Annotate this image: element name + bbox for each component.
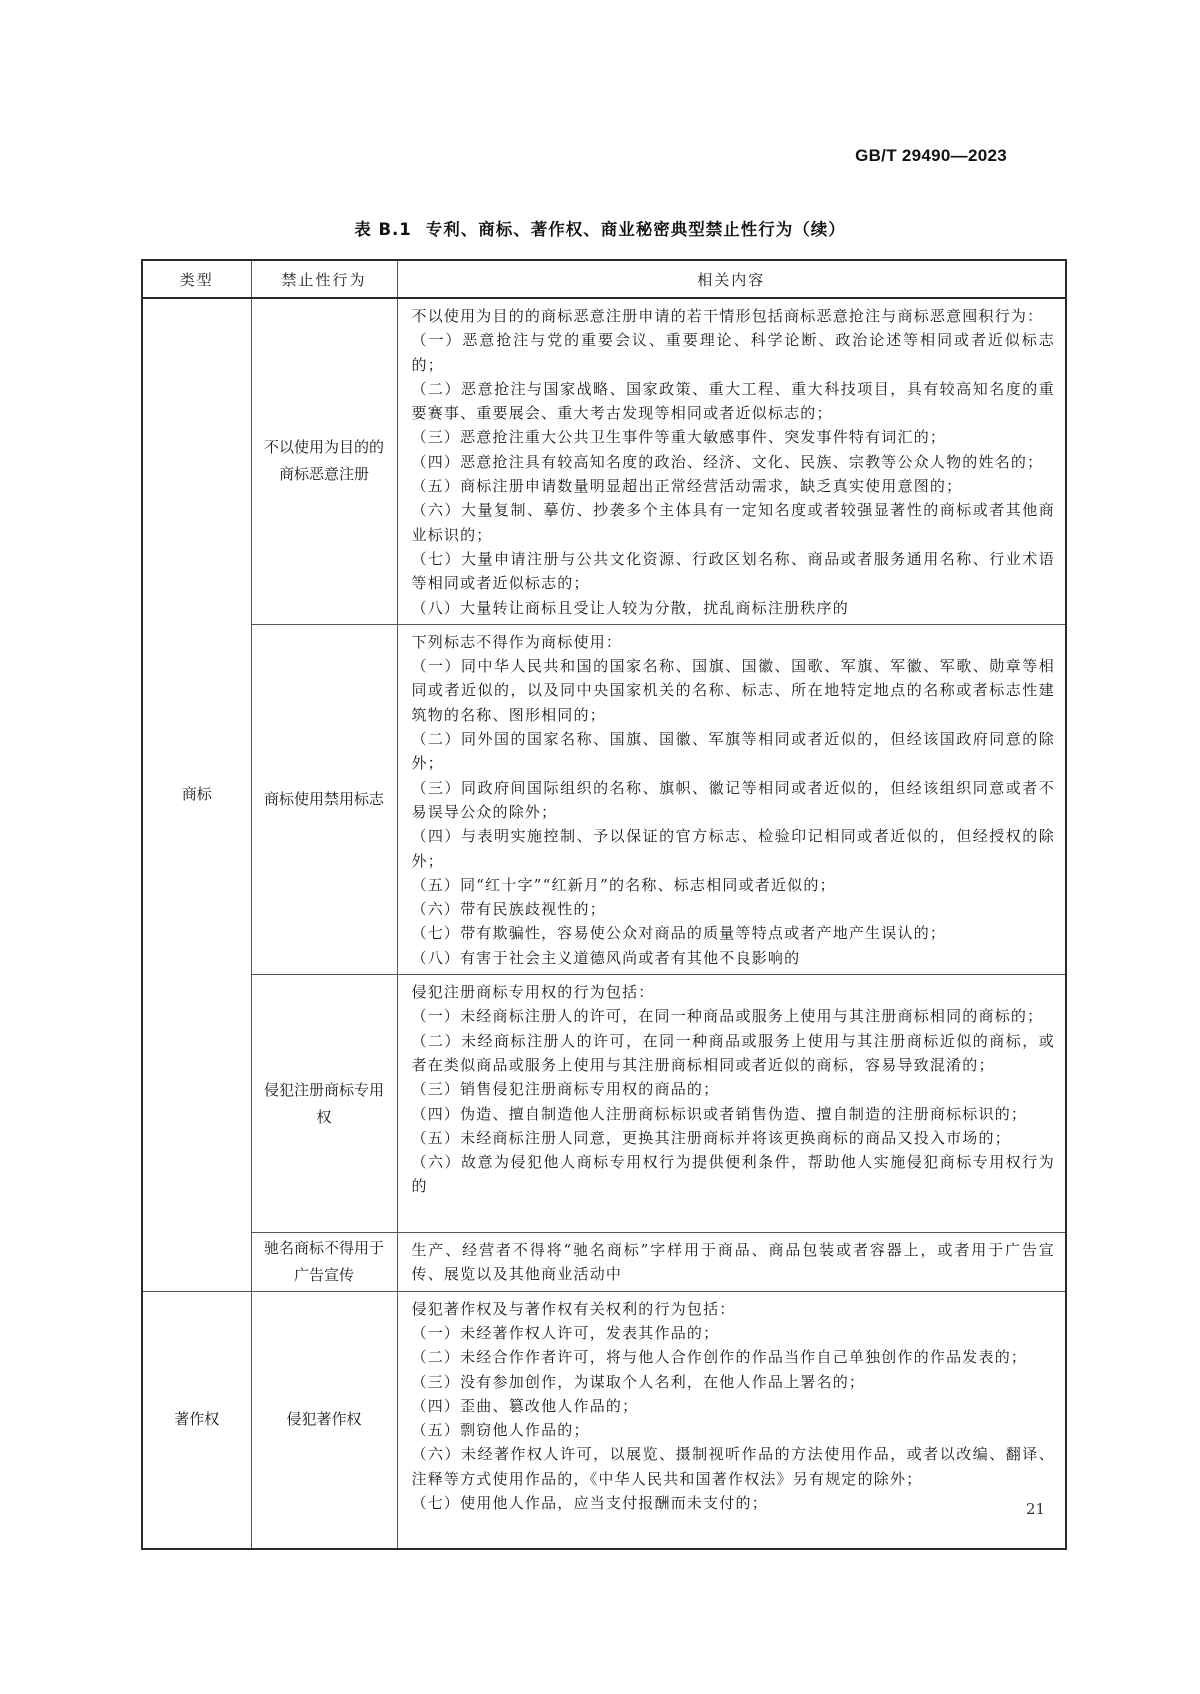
- content-cell: [397, 1291, 1066, 1549]
- content-line: （四）恶意抢注具有较高知名度的政治、经济、文化、民族、宗教等公众人物的姓名的；: [411, 452, 1044, 471]
- content-line: （四）歪曲、篡改他人作品的；: [411, 1396, 639, 1415]
- content-line: （一）未经著作权人许可，发表其作品的；: [411, 1323, 720, 1342]
- column-header-content: 相关内容: [397, 260, 1066, 298]
- content-line: （二）未经合作作者许可，将与他人合作创作的作品当作自己单独创作的作品发表的；: [411, 1348, 1028, 1367]
- table-row: [142, 1233, 1066, 1292]
- content-line: （六）故意为侵犯他人商标专用权行为提供便利条件，帮助他人实施侵犯商标专用权行为的: [411, 1153, 1055, 1196]
- content-line: （五）剽窃他人作品的；: [411, 1421, 590, 1440]
- content-line: 侵犯注册商标专用权的行为包括：: [411, 983, 655, 1002]
- content-line: （六）带有民族歧视性的；: [411, 900, 606, 919]
- content-line: （二）同外国的国家名称、国旗、国徽、军旗等相同或者近似的，但经该国政府同意的除外；: [411, 730, 1055, 773]
- behavior-cell: 不以使用为目的的商标恶意注册: [251, 298, 397, 624]
- content-cell: [397, 1233, 1066, 1292]
- content-line: （一）未经商标注册人的许可，在同一种商品或服务上使用与其注册商标相同的商标的；: [411, 1007, 1044, 1026]
- standard-id: GB/T 29490—2023: [855, 146, 1007, 165]
- behavior-cell: 侵犯著作权: [251, 1291, 397, 1549]
- content-line: （七）使用他人作品，应当支付报酬而未支付的；: [411, 1493, 768, 1512]
- content-line: （三）同政府间国际组织的名称、旗帜、徽记等相同或者近似的，但经该组织同意或者不易误导公众的除外；: [411, 778, 1055, 821]
- prohibited-behaviors-table: [141, 259, 1067, 1550]
- content-line: （五）商标注册申请数量明显超出正常经营活动需求，缺乏真实使用意图的；: [411, 477, 963, 496]
- table-title: 专利、商标、著作权、商业秘密典型禁止性行为（续）: [425, 220, 846, 239]
- table-row: [142, 1291, 1066, 1549]
- content-line: （六）大量复制、摹仿、抄袭多个主体具有一定知名度或者较强显著性的商标或者其他商业标识的；: [411, 501, 1055, 544]
- content-line: （三）没有参加创作，为谋取个人名利，在他人作品上署名的；: [411, 1372, 866, 1391]
- content-line: （五）未经商标注册人同意，更换其注册商标并将该更换商标的商品又投入市场的；: [411, 1128, 1011, 1147]
- table-header-row: [142, 260, 1066, 298]
- behavior-cell: 商标使用禁用标志: [251, 624, 397, 974]
- content-line: （一）同中华人民共和国的国家名称、国旗、国徽、国歌、军旗、军徽、军歌、勋章等相同或者近似的，以及同中央国家机关的名称、标志、所在地特定地点的名称或者标志性建筑物的名称、图形相同的；: [411, 657, 1055, 724]
- content-line: （五）同“红十字”“红新月”的名称、标志相同或者近似的；: [411, 875, 836, 894]
- table-number: 表 B.1: [354, 220, 412, 239]
- table-row: [142, 975, 1066, 1233]
- category-cell-copyright: 著作权: [142, 1291, 251, 1549]
- content-line: （八）有害于社会主义道德风尚或者有其他不良影响的: [411, 948, 801, 967]
- content-line: （二）未经商标注册人的许可，在同一种商品或服务上使用与其注册商标近似的商标，或者在类似商品或服务上使用与其注册商标相同或者近似的商标，容易导致混淆的；: [411, 1031, 1055, 1074]
- content-line: （四）与表明实施控制、予以保证的官方标志、检验印记相同或者近似的，但经授权的除外；: [411, 827, 1055, 870]
- content-line: 下列标志不得作为商标使用：: [411, 632, 623, 651]
- content-line: 不以使用为目的的商标恶意注册申请的若干情形包括商标恶意抢注与商标恶意囤积行为：: [411, 307, 1044, 325]
- column-header-behavior: 禁止性行为: [251, 260, 397, 298]
- behavior-cell: 侵犯注册商标专用权: [251, 975, 397, 1233]
- content-line: （一）恶意抢注与党的重要会议、重要理论、科学论断、政治论述等相同或者近似标志的；: [411, 331, 1055, 374]
- behavior-cell: 驰名商标不得用于广告宣传: [251, 1233, 397, 1292]
- category-cell-trademark: 商标: [142, 298, 251, 1291]
- page-number: 21: [1026, 1500, 1046, 1518]
- content-line: （七）大量申请注册与公共文化资源、行政区划名称、商品或者服务通用名称、行业术语等相同或者近似标志的；: [411, 549, 1055, 593]
- content-cell: [397, 975, 1066, 1233]
- content-line: （六）未经著作权人许可，以展览、摄制视听作品的方法使用作品，或者以改编、翻译、注释等方式使用作品的，《中华人民共和国著作权法》另有规定的除外；: [411, 1445, 1055, 1488]
- content-line: （八）大量转让商标且受让人较为分散，扰乱商标注册秩序的: [411, 598, 849, 617]
- table-caption: [0, 216, 1200, 240]
- content-line: （二）恶意抢注与国家战略、国家政策、重大工程、重大科技项目，具有较高知名度的重要赛事、重要展会、重大考古发现等相同或者近似标志的；: [411, 379, 1055, 423]
- content-line: （三）恶意抢注重大公共卫生事件等重大敏感事件、突发事件特有词汇的；: [411, 428, 947, 447]
- column-header-type: 类型: [142, 260, 251, 298]
- content-cell: [397, 298, 1066, 624]
- content-line: （三）销售侵犯注册商标专用权的商品的；: [411, 1080, 720, 1099]
- content-line: （七）带有欺骗性，容易使公众对商品的质量等特点或者产地产生误认的；: [411, 924, 947, 943]
- content-line: （四）伪造、擅自制造他人注册商标标识或者销售伪造、擅自制造的注册商标标识的；: [411, 1104, 1028, 1123]
- content-line: 生产、经营者不得将“驰名商标”字样用于商品、商品包装或者容器上，或者用于广告宣传、展览以及其他商业活动中: [411, 1241, 1055, 1284]
- table-row: [142, 624, 1066, 974]
- content-cell: [397, 624, 1066, 974]
- content-line: 侵犯著作权及与著作权有关权利的行为包括：: [411, 1299, 736, 1318]
- table-row: [142, 298, 1066, 624]
